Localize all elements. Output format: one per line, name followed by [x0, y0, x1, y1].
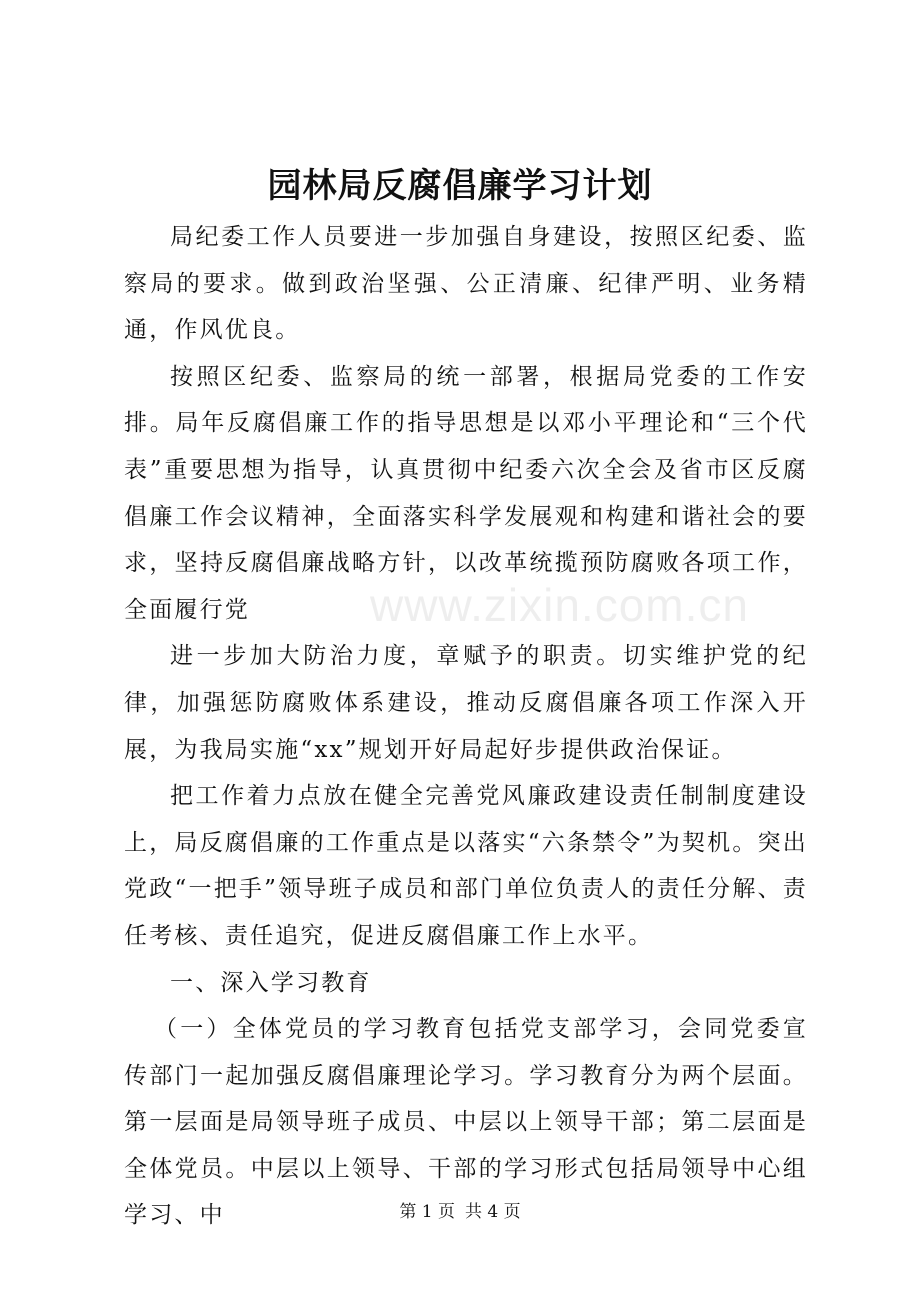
watermark: www.zixin.com.cn — [370, 579, 749, 631]
page-total: 共 4 页 — [465, 1202, 521, 1222]
paragraph-3: 进一步加大防治力度，章赋予的职责。切实维护党的纪律，加强惩防腐败体系建设，推动反腐倡廉各项工作深入开展，为我局实施“xx”规划开好局起好步提供政治保证。 — [124, 643, 808, 763]
document-body — [124, 214, 808, 1239]
page-footer — [0, 1200, 920, 1224]
paragraph-2: 按照区纪委、监察局的统一部署，根据局党委的工作安排。局年反腐倡廉工作的指导思想是以邓小平理论和“三个代表”重要思想为指导，认真贯彻中纪委六次全会及省市区反腐倡廉工作会议精神，全面落实科学发展观和构建和谐社会的要求，坚持反腐倡廉战略方针，以改革统揽预防腐败各项工作，全面履行党 — [124, 363, 808, 623]
page-number: 第 1 页 — [399, 1202, 455, 1222]
paragraph-1: 局纪委工作人员要进一步加强自身建设，按照区纪委、监察局的要求。做到政治坚强、公正清廉、纪律严明、业务精通，作风优良。 — [124, 224, 808, 344]
paragraph-4: 把工作着力点放在健全完善党风廉政建设责任制制度建设上，局反腐倡廉的工作重点是以落实“六条禁令”为契机。突出党政“一把手”领导班子成员和部门单位负责人的责任分解、责任考核、责任追究，促进反腐倡廉工作上水平。 — [124, 783, 808, 949]
paragraph-5: （一）全体党员的学习教育包括党支部学习，会同党委宣传部门一起加强反腐倡廉理论学习。学习教育分为两个层面。第一层面是局领导班子成员、中层以上领导干部；第二层面是全体党员。中层以上领导、干部的学习形式包括局领导中心组学习、中 — [124, 1016, 808, 1229]
section-heading-1: 一、深入学习教育 — [170, 969, 372, 996]
document-title: 园林局反腐倡廉学习计划 — [267, 166, 653, 206]
